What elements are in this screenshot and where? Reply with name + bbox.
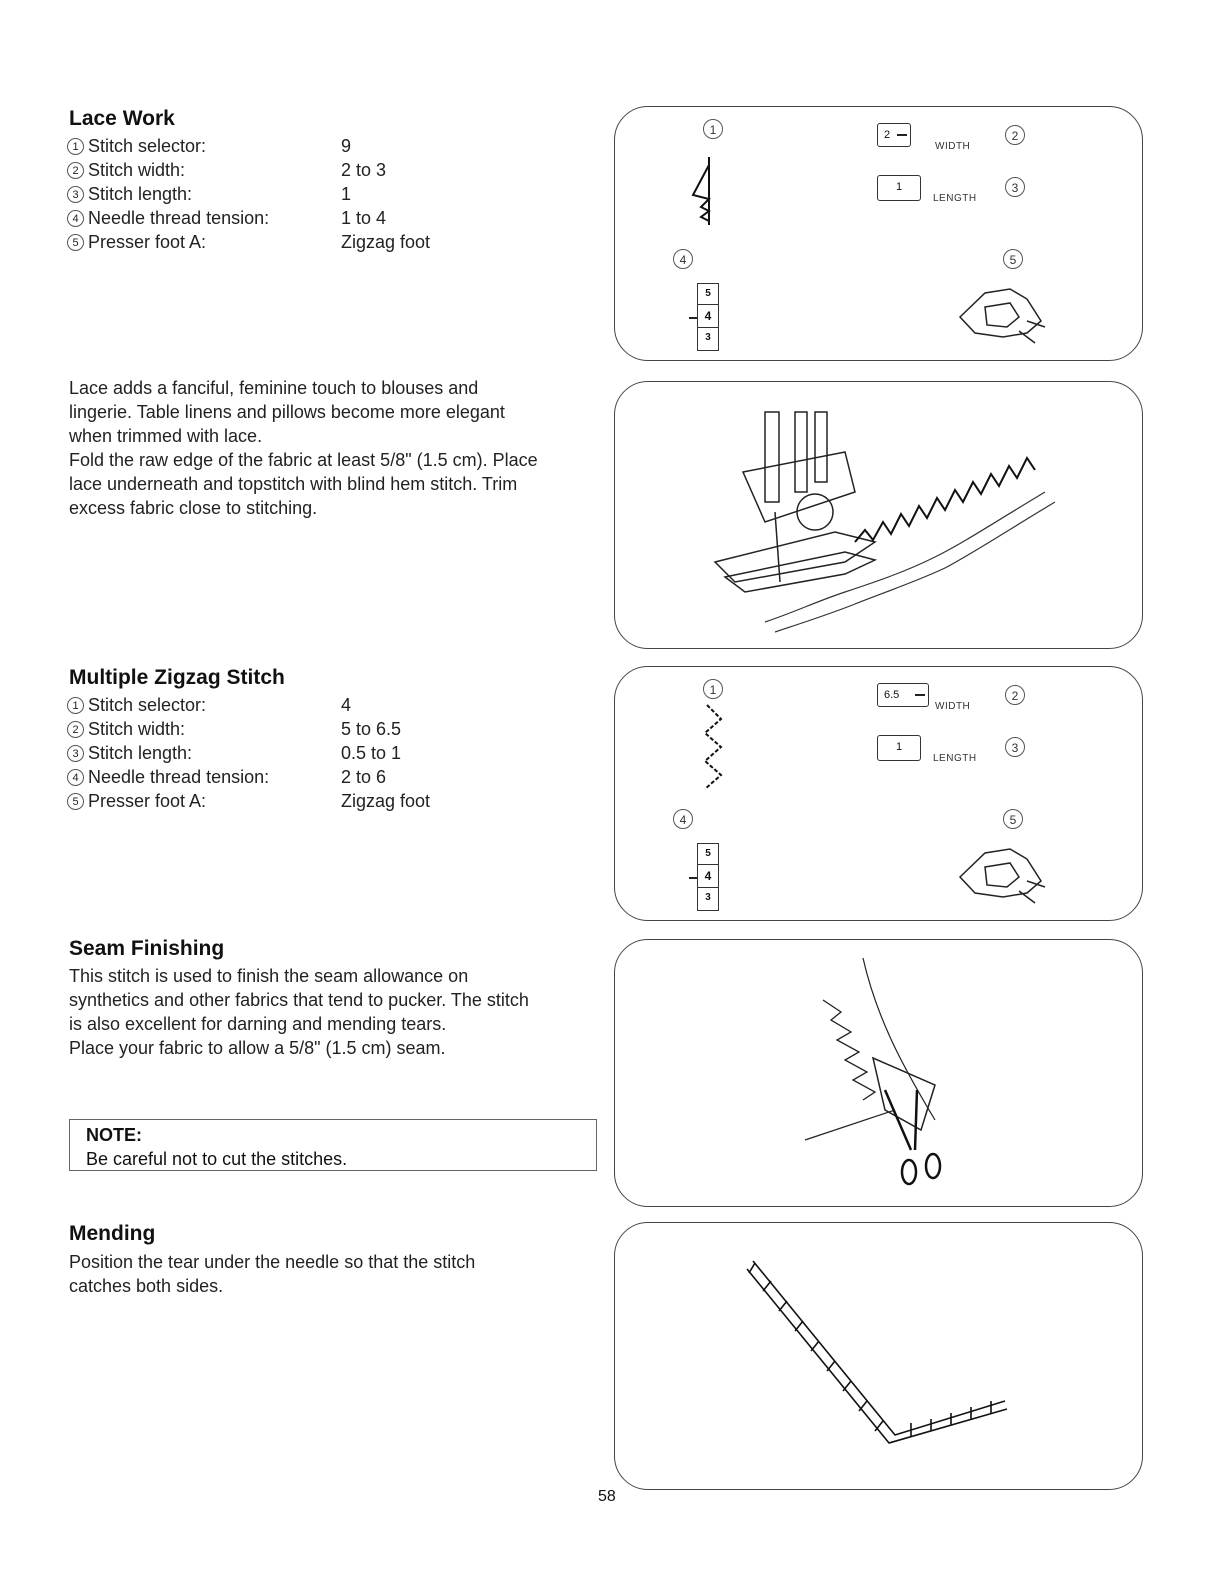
spec-label: Stitch selector: bbox=[88, 695, 207, 715]
marker-number: 1 bbox=[67, 697, 84, 714]
paragraph-line: Place your fabric to allow a 5/8" (1.5 cm) seam. bbox=[69, 1038, 446, 1058]
spec-value: 2 to 3 bbox=[341, 160, 387, 180]
length-value: 1 bbox=[895, 741, 903, 753]
spec-label: Needle thread tension: bbox=[88, 767, 270, 787]
mending-illustration bbox=[615, 1223, 1143, 1490]
seam-finishing-title: Seam Finishing bbox=[69, 937, 225, 960]
spec-value: Zigzag foot bbox=[341, 791, 431, 811]
spec-row bbox=[67, 134, 430, 158]
marker-number: 4 bbox=[67, 769, 84, 786]
paragraph-line: catches both sides. bbox=[69, 1276, 224, 1296]
presser-foot-icon bbox=[715, 412, 875, 592]
spec-row bbox=[67, 230, 430, 254]
spec-value: 5 to 6.5 bbox=[341, 719, 402, 739]
marker-5: 5 bbox=[1003, 809, 1023, 829]
multiple-zigzag-title: Multiple Zigzag Stitch bbox=[69, 666, 285, 689]
spec-value: 0.5 to 1 bbox=[341, 743, 402, 763]
paragraph-line: excess fabric close to stitching. bbox=[69, 498, 318, 518]
mending-panel bbox=[614, 1222, 1143, 1490]
lace-work-specs bbox=[67, 134, 430, 254]
marker-number: 4 bbox=[67, 210, 84, 227]
spec-label: Stitch selector: bbox=[88, 136, 207, 156]
width-value: 6.5 bbox=[884, 689, 900, 701]
marker-number: 3 bbox=[67, 745, 84, 762]
length-value: 1 bbox=[895, 181, 903, 193]
paragraph-line: lace underneath and topstitch with blind hem stitch. Trim bbox=[69, 474, 518, 494]
page-number: 58 bbox=[598, 1488, 616, 1505]
lace-settings-panel bbox=[614, 106, 1143, 361]
spec-row bbox=[67, 206, 430, 230]
mending-title: Mending bbox=[69, 1222, 156, 1245]
multiple-zigzag-drawings bbox=[615, 667, 1143, 921]
multiple-zigzag-stitch-icon bbox=[705, 705, 721, 789]
spec-row bbox=[67, 182, 430, 206]
spec-value: 2 to 6 bbox=[341, 767, 387, 787]
seam-finishing-paragraph bbox=[69, 964, 599, 1060]
lace-work-title: Lace Work bbox=[69, 107, 175, 130]
seam-finishing-illustration bbox=[615, 940, 1143, 1207]
spec-row bbox=[67, 741, 430, 765]
paragraph-line: when trimmed with lace. bbox=[69, 426, 263, 446]
width-label: WIDTH bbox=[935, 701, 971, 712]
spec-row bbox=[67, 765, 430, 789]
spec-label: Stitch width: bbox=[88, 719, 186, 739]
marker-number: 5 bbox=[67, 234, 84, 251]
paragraph-line: Position the tear under the needle so that the stitch bbox=[69, 1252, 476, 1272]
length-label: LENGTH bbox=[933, 753, 977, 764]
paragraph-line: synthetics and other fabrics that tend to pucker. The stitch bbox=[69, 990, 529, 1010]
marker-number: 5 bbox=[67, 793, 84, 810]
zigzag-foot-icon bbox=[960, 849, 1045, 903]
marker-number: 3 bbox=[67, 186, 84, 203]
seam-finishing-panel bbox=[614, 939, 1143, 1207]
width-label: WIDTH bbox=[935, 141, 971, 152]
tension-digit: 5 bbox=[705, 288, 711, 299]
paragraph-line: Lace adds a fanciful, feminine touch to blouses and bbox=[69, 378, 479, 398]
spec-label: Stitch width: bbox=[88, 160, 186, 180]
note-box bbox=[69, 1119, 597, 1171]
mending-paragraph bbox=[69, 1250, 599, 1298]
marker-2: 2 bbox=[1005, 685, 1025, 705]
spec-value: 1 bbox=[341, 184, 352, 204]
spec-row bbox=[67, 158, 430, 182]
fabric-flap-shape bbox=[873, 1058, 935, 1130]
note-heading: NOTE: bbox=[86, 1125, 142, 1145]
spec-row bbox=[67, 717, 430, 741]
lace-trim-line bbox=[765, 492, 1055, 632]
spec-value: Zigzag foot bbox=[341, 232, 431, 252]
paragraph-line: This stitch is used to finish the seam allowance on bbox=[69, 966, 469, 986]
spec-label: Needle thread tension: bbox=[88, 208, 270, 228]
spec-label: Stitch length: bbox=[88, 184, 193, 204]
marker-1: 1 bbox=[703, 119, 723, 139]
note-text: Be careful not to cut the stitches. bbox=[86, 1149, 348, 1169]
tension-digit: 4 bbox=[698, 864, 718, 888]
width-value: 2 bbox=[884, 129, 891, 141]
paragraph-line: is also excellent for darning and mending tears. bbox=[69, 1014, 447, 1034]
zigzag-stitch-line bbox=[855, 458, 1035, 542]
marker-number: 2 bbox=[67, 721, 84, 738]
zigzag-foot-icon bbox=[960, 289, 1045, 343]
tear-mending-stitch bbox=[747, 1261, 1007, 1443]
paragraph-line: lingerie. Table linens and pillows become more elegant bbox=[69, 402, 505, 422]
tension-digit: 3 bbox=[705, 892, 711, 903]
lace-sewing-illustration bbox=[615, 382, 1143, 649]
scissors-icon bbox=[885, 1090, 940, 1184]
spec-row bbox=[67, 789, 430, 813]
marker-3: 3 bbox=[1005, 177, 1025, 197]
spec-value: 9 bbox=[341, 136, 352, 156]
lace-illustration-panel bbox=[614, 381, 1143, 649]
marker-1: 1 bbox=[703, 679, 723, 699]
spec-label: Presser foot A: bbox=[88, 232, 207, 252]
multiple-zigzag-settings-panel bbox=[614, 666, 1143, 921]
marker-3: 3 bbox=[1005, 737, 1025, 757]
marker-5: 5 bbox=[1003, 249, 1023, 269]
tension-digit: 4 bbox=[698, 304, 718, 328]
spec-label: Stitch length: bbox=[88, 743, 193, 763]
paragraph-line: Fold the raw edge of the fabric at least 5/8" (1.5 cm). Place bbox=[69, 450, 538, 470]
tension-digit: 3 bbox=[705, 332, 711, 343]
tension-digit: 5 bbox=[705, 848, 711, 859]
marker-4: 4 bbox=[673, 249, 693, 269]
blind-hem-stitch-icon bbox=[693, 157, 709, 225]
marker-2: 2 bbox=[1005, 125, 1025, 145]
multiple-zigzag-specs bbox=[67, 693, 430, 813]
spec-value: 4 bbox=[341, 695, 352, 715]
spec-row bbox=[67, 693, 430, 717]
marker-number: 1 bbox=[67, 138, 84, 155]
marker-number: 2 bbox=[67, 162, 84, 179]
spec-label: Presser foot A: bbox=[88, 791, 207, 811]
length-label: LENGTH bbox=[933, 193, 977, 204]
zigzag-seam-stitch bbox=[823, 1000, 875, 1100]
spec-value: 1 to 4 bbox=[341, 208, 387, 228]
lace-settings-drawings bbox=[615, 107, 1143, 361]
marker-4: 4 bbox=[673, 809, 693, 829]
lace-work-paragraph bbox=[69, 376, 599, 520]
